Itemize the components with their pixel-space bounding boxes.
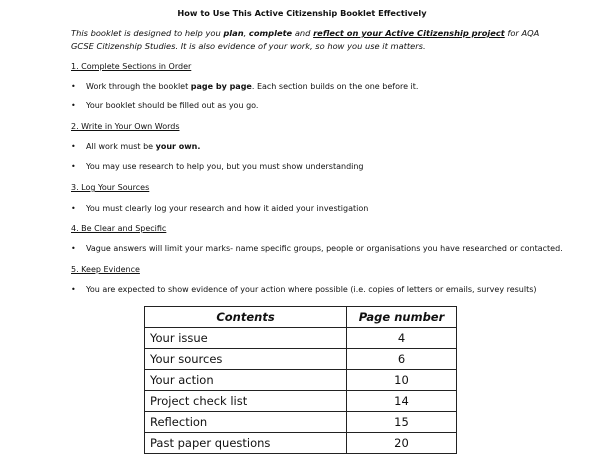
section-heading: 3. Log Your Sources xyxy=(71,183,150,192)
table-cell-page: 6 xyxy=(347,349,457,370)
bullet-icon: • xyxy=(71,162,76,171)
table-cell-contents: Your action xyxy=(145,370,347,391)
table-row xyxy=(145,349,457,370)
bullet-text: You are expected to show evidence of your action where possible (i.e. copies of letters or emails, survey results) xyxy=(86,285,537,294)
bullet-bold: your own. xyxy=(155,142,201,151)
bullet-item xyxy=(71,101,258,110)
table-row xyxy=(145,433,457,454)
intro-text: , xyxy=(243,28,249,38)
bullet-text: . Each section builds on the one before it. xyxy=(251,82,419,91)
intro-text: and xyxy=(292,28,314,38)
table-cell-contents: Project check list xyxy=(145,391,347,412)
bullet-text: You may use research to help you, but you must show understanding xyxy=(86,162,364,171)
table-cell-page: 4 xyxy=(347,328,457,349)
table-cell-contents: Your issue xyxy=(145,328,347,349)
table-cell-page: 15 xyxy=(347,412,457,433)
bullet-item xyxy=(71,244,563,253)
intro-bold-plan: plan xyxy=(223,28,244,38)
table-header-row xyxy=(145,307,457,328)
page-title: How to Use This Active Citizenship Booklet Effectively xyxy=(177,8,427,18)
bullet-bold: page by page xyxy=(190,82,252,91)
table-cell-contents: Your sources xyxy=(145,349,347,370)
bullet-icon: • xyxy=(71,82,76,91)
bullet-text: You must clearly log your research and how it aided your investigation xyxy=(86,204,369,213)
contents-table xyxy=(144,306,457,454)
intro-paragraph xyxy=(71,27,551,53)
section-heading: 1. Complete Sections in Order xyxy=(71,62,192,71)
intro-text: This booklet is designed to help you xyxy=(71,28,224,38)
column-header-contents: Contents xyxy=(145,307,347,328)
bullet-item xyxy=(71,142,200,151)
table-cell-page: 20 xyxy=(347,433,457,454)
section-heading: 2. Write in Your Own Words xyxy=(71,122,180,131)
bullet-text: Your booklet should be filled out as you go. xyxy=(86,101,259,110)
intro-text: for AQA GCSE Citizenship Studies. It is also evidence of your work, so how you use it matters. xyxy=(71,28,540,51)
bullet-text: Work through the booklet xyxy=(86,82,191,91)
bullet-text: Vague answers will limit your marks- name specific groups, people or organisations you have researched or contacted. xyxy=(86,244,563,253)
bullet-item xyxy=(71,82,418,91)
table-row xyxy=(145,412,457,433)
bullet-text: All work must be xyxy=(86,142,156,151)
intro-bold-complete: complete xyxy=(248,28,293,38)
section-heading: 4. Be Clear and Specific xyxy=(71,224,167,233)
bullet-icon: • xyxy=(71,285,76,294)
section-heading: 5. Keep Evidence xyxy=(71,265,140,274)
table-row xyxy=(145,391,457,412)
bullet-icon: • xyxy=(71,142,76,151)
table-cell-page: 10 xyxy=(347,370,457,391)
bullet-icon: • xyxy=(71,204,76,213)
table-cell-page: 14 xyxy=(347,391,457,412)
column-header-page-number: Page number xyxy=(347,307,457,328)
bullet-item xyxy=(71,285,537,294)
table-row xyxy=(145,328,457,349)
bullet-icon: • xyxy=(71,244,76,253)
intro-bold-project: reflect on your Active Citizenship project xyxy=(313,28,505,38)
bullet-item xyxy=(71,204,368,213)
table-cell-contents: Reflection xyxy=(145,412,347,433)
table-row xyxy=(145,370,457,391)
bullet-item xyxy=(71,162,364,171)
bullet-icon: • xyxy=(71,101,76,110)
table-cell-contents: Past paper questions xyxy=(145,433,347,454)
